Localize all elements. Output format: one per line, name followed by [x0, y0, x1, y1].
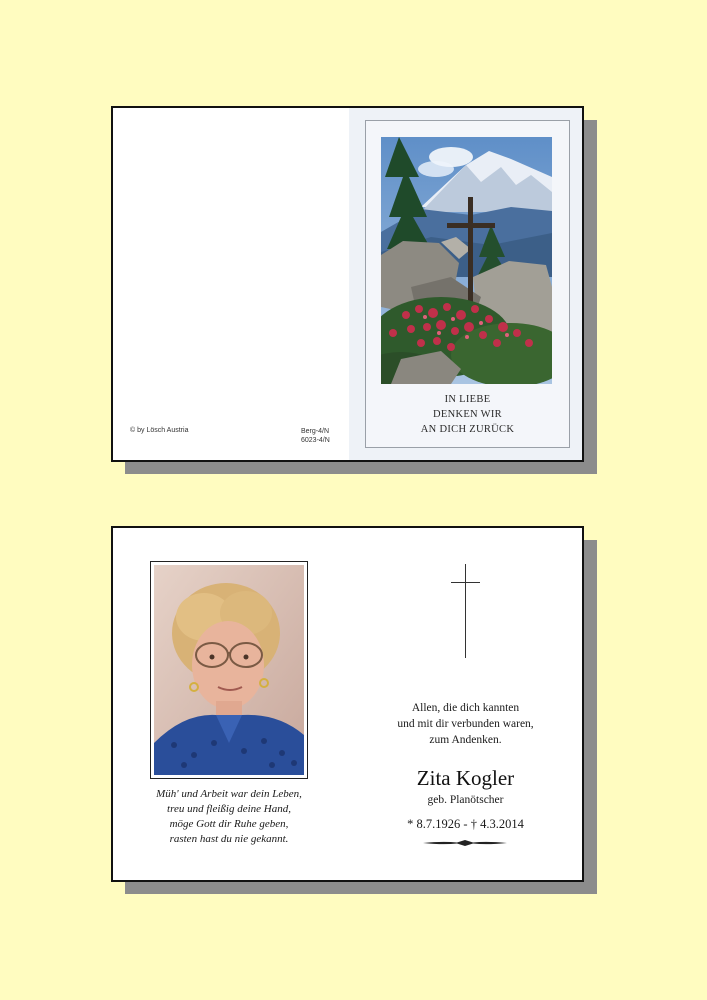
cross-icon: [465, 564, 466, 658]
poem-line: rasten hast du nie gekannt.: [169, 833, 289, 845]
article-number: Berg-4/N: [301, 428, 330, 435]
memory-line: zum Andenken.: [429, 734, 502, 746]
front-heading: [365, 392, 570, 437]
memory-text: [368, 700, 563, 748]
copyright-text: © by Lösch Austria: [130, 427, 189, 434]
poem-line: möge Gott dir Ruhe geben,: [169, 818, 289, 830]
poem: [129, 787, 329, 847]
mountain-cross-picture: [381, 137, 552, 384]
memory-line: Allen, die dich kannten: [411, 702, 520, 714]
deceased-name: Zita Kogler: [416, 766, 515, 790]
heading-line: IN LIEBE: [444, 394, 491, 405]
poem-line: treu und fleißig deine Hand,: [167, 803, 291, 815]
poem-line: Müh' und Arbeit war dein Leben,: [156, 788, 302, 800]
article-number: 6023-4/N: [301, 437, 330, 444]
life-dates: * 8.7.1926 - † 4.3.2014: [407, 817, 524, 831]
article-numbers: [301, 427, 330, 445]
cross-icon-bar: [451, 582, 480, 583]
heading-line: AN DICH ZURÜCK: [420, 424, 515, 435]
card-front: [111, 106, 584, 462]
maiden-name: geb. Planötscher: [427, 794, 504, 806]
memory-line: und mit dir verbunden waren,: [397, 718, 534, 730]
heading-line: DENKEN WIR: [432, 409, 502, 420]
ornament-divider-icon: [423, 838, 507, 848]
card-inside: [111, 526, 584, 882]
portrait-photo: [154, 565, 304, 775]
